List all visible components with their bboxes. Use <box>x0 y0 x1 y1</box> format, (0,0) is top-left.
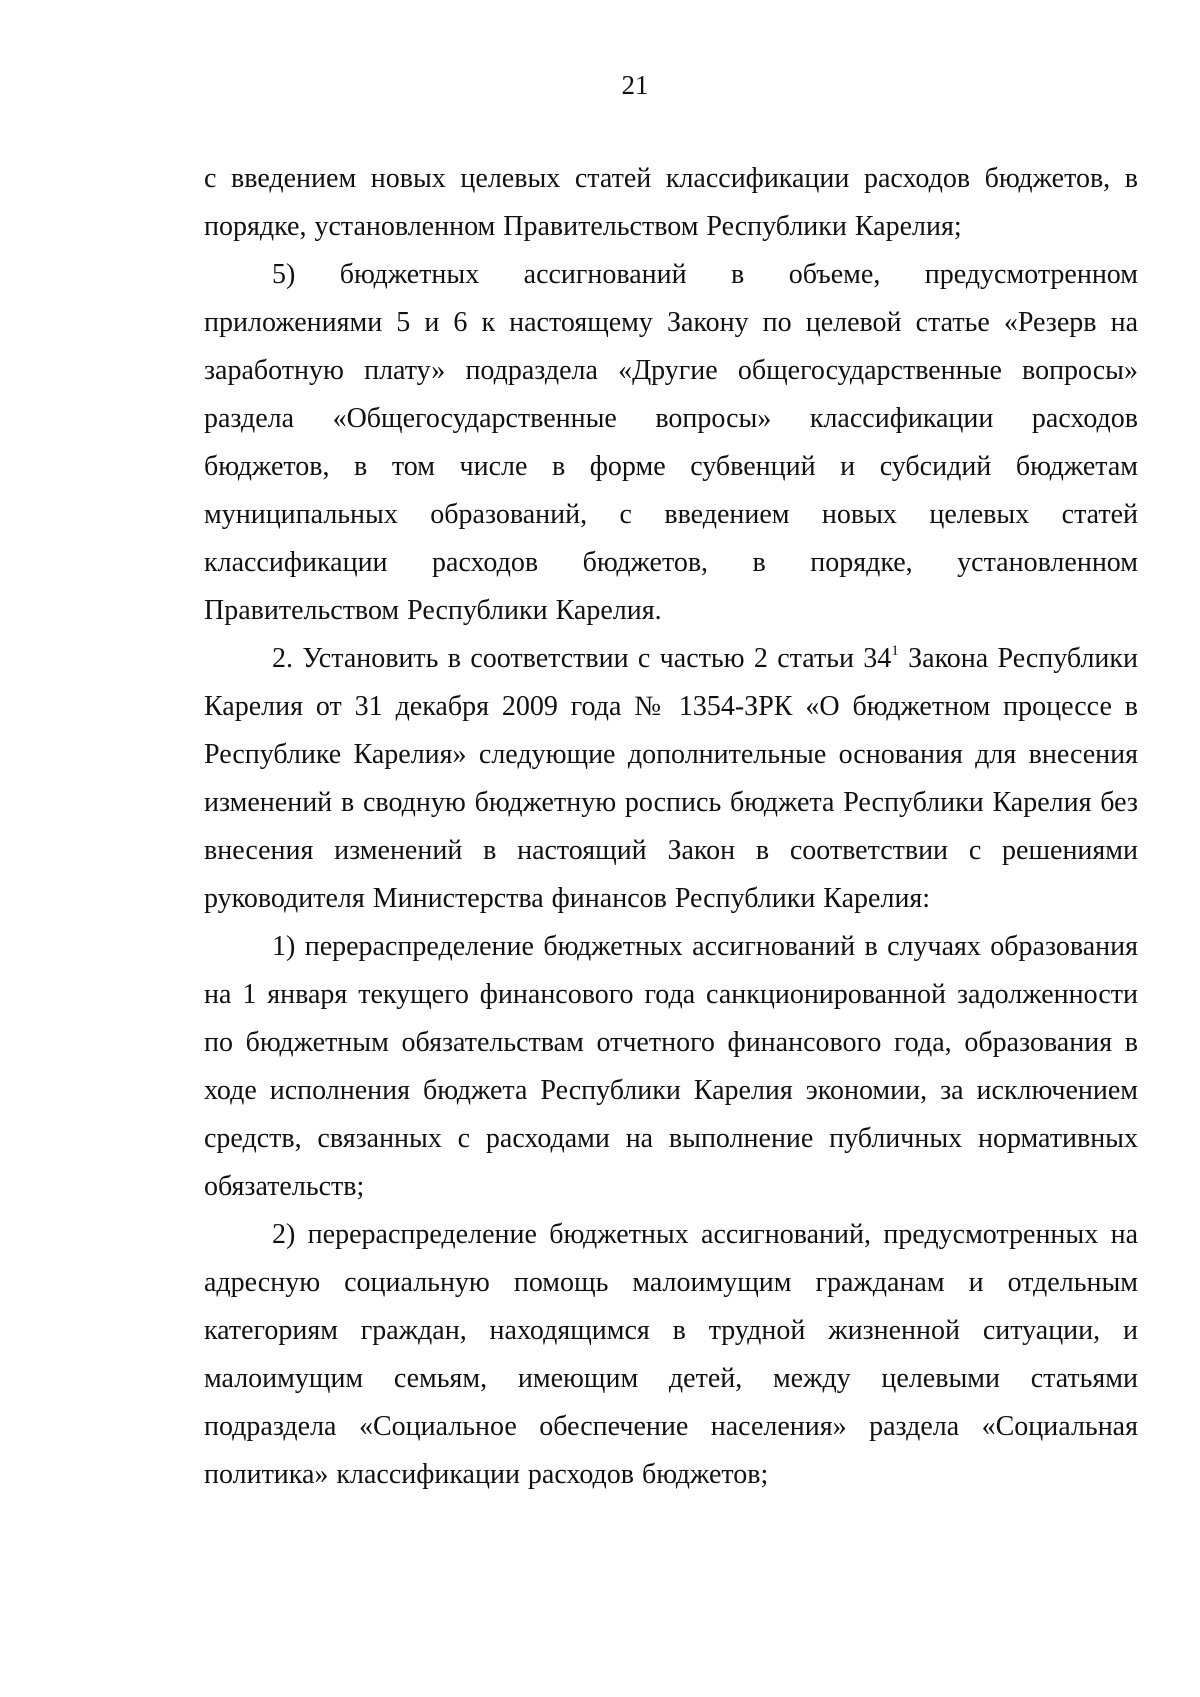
clause-2-text-end: Закона Республики Карелия от 31 декабря 2009 года № 1354-ЗРК «О бюджетном процессе в Республике Карелия» следующие дополнительные основания для внесения изменений в сводную бюджетную роспись бюджета Республики Карелия без внесения изменений в настоящий Закон в соответствии с решениями руководителя Министерства финансов Республики Карелия: <box>204 643 1139 914</box>
document-body <box>204 155 1138 1499</box>
article-superscript: 1 <box>891 642 899 659</box>
clause-2-text-start: 2. Установить в соответствии с частью 2 статьи 34 <box>272 643 892 674</box>
paragraph-continuation: с введением новых целевых статей классификации расходов бюджетов, в порядке, установленном Правительством Республики Карелия; <box>204 163 1138 242</box>
paragraph-item-1: 1) перераспределение бюджетных ассигнований в случаях образования на 1 января текущего финансового года санкционированной задолженности по бюджетным обязательствам отчетного финансового года, образования в ходе исполнения бюджета Республики Карелия экономии, за исключением средств, связанных с расходами на выполнение публичных нормативных обязательств; <box>204 931 1138 1202</box>
paragraph-clause-2 <box>204 635 1138 923</box>
paragraph-item-2: 2) перераспределение бюджетных ассигнований, предусмотренных на адресную социальную помощь малоимущим гражданам и отдельным категориям граждан, находящимся в трудной жизненной ситуации, и малоимущим семьям, имеющим детей, между целевыми статьями подраздела «Социальное обеспечение населения» раздела «Социальная политика» классификации расходов бюджетов; <box>204 1219 1138 1490</box>
paragraph-item-5: 5) бюджетных ассигнований в объеме, предусмотренном приложениями 5 и 6 к настоящему Закону по целевой статье «Резерв на заработную плату» подраздела «Другие общегосударственные вопросы» раздела «Общегосударственные вопросы» классификации расходов бюджетов, в том числе в форме субвенций и субсидий бюджетам муниципальных образований, с введением новых целевых статей классификации расходов бюджетов, в порядке, установленном Правительством Республики Карелия. <box>204 259 1138 626</box>
page-number: 21 <box>621 70 649 100</box>
